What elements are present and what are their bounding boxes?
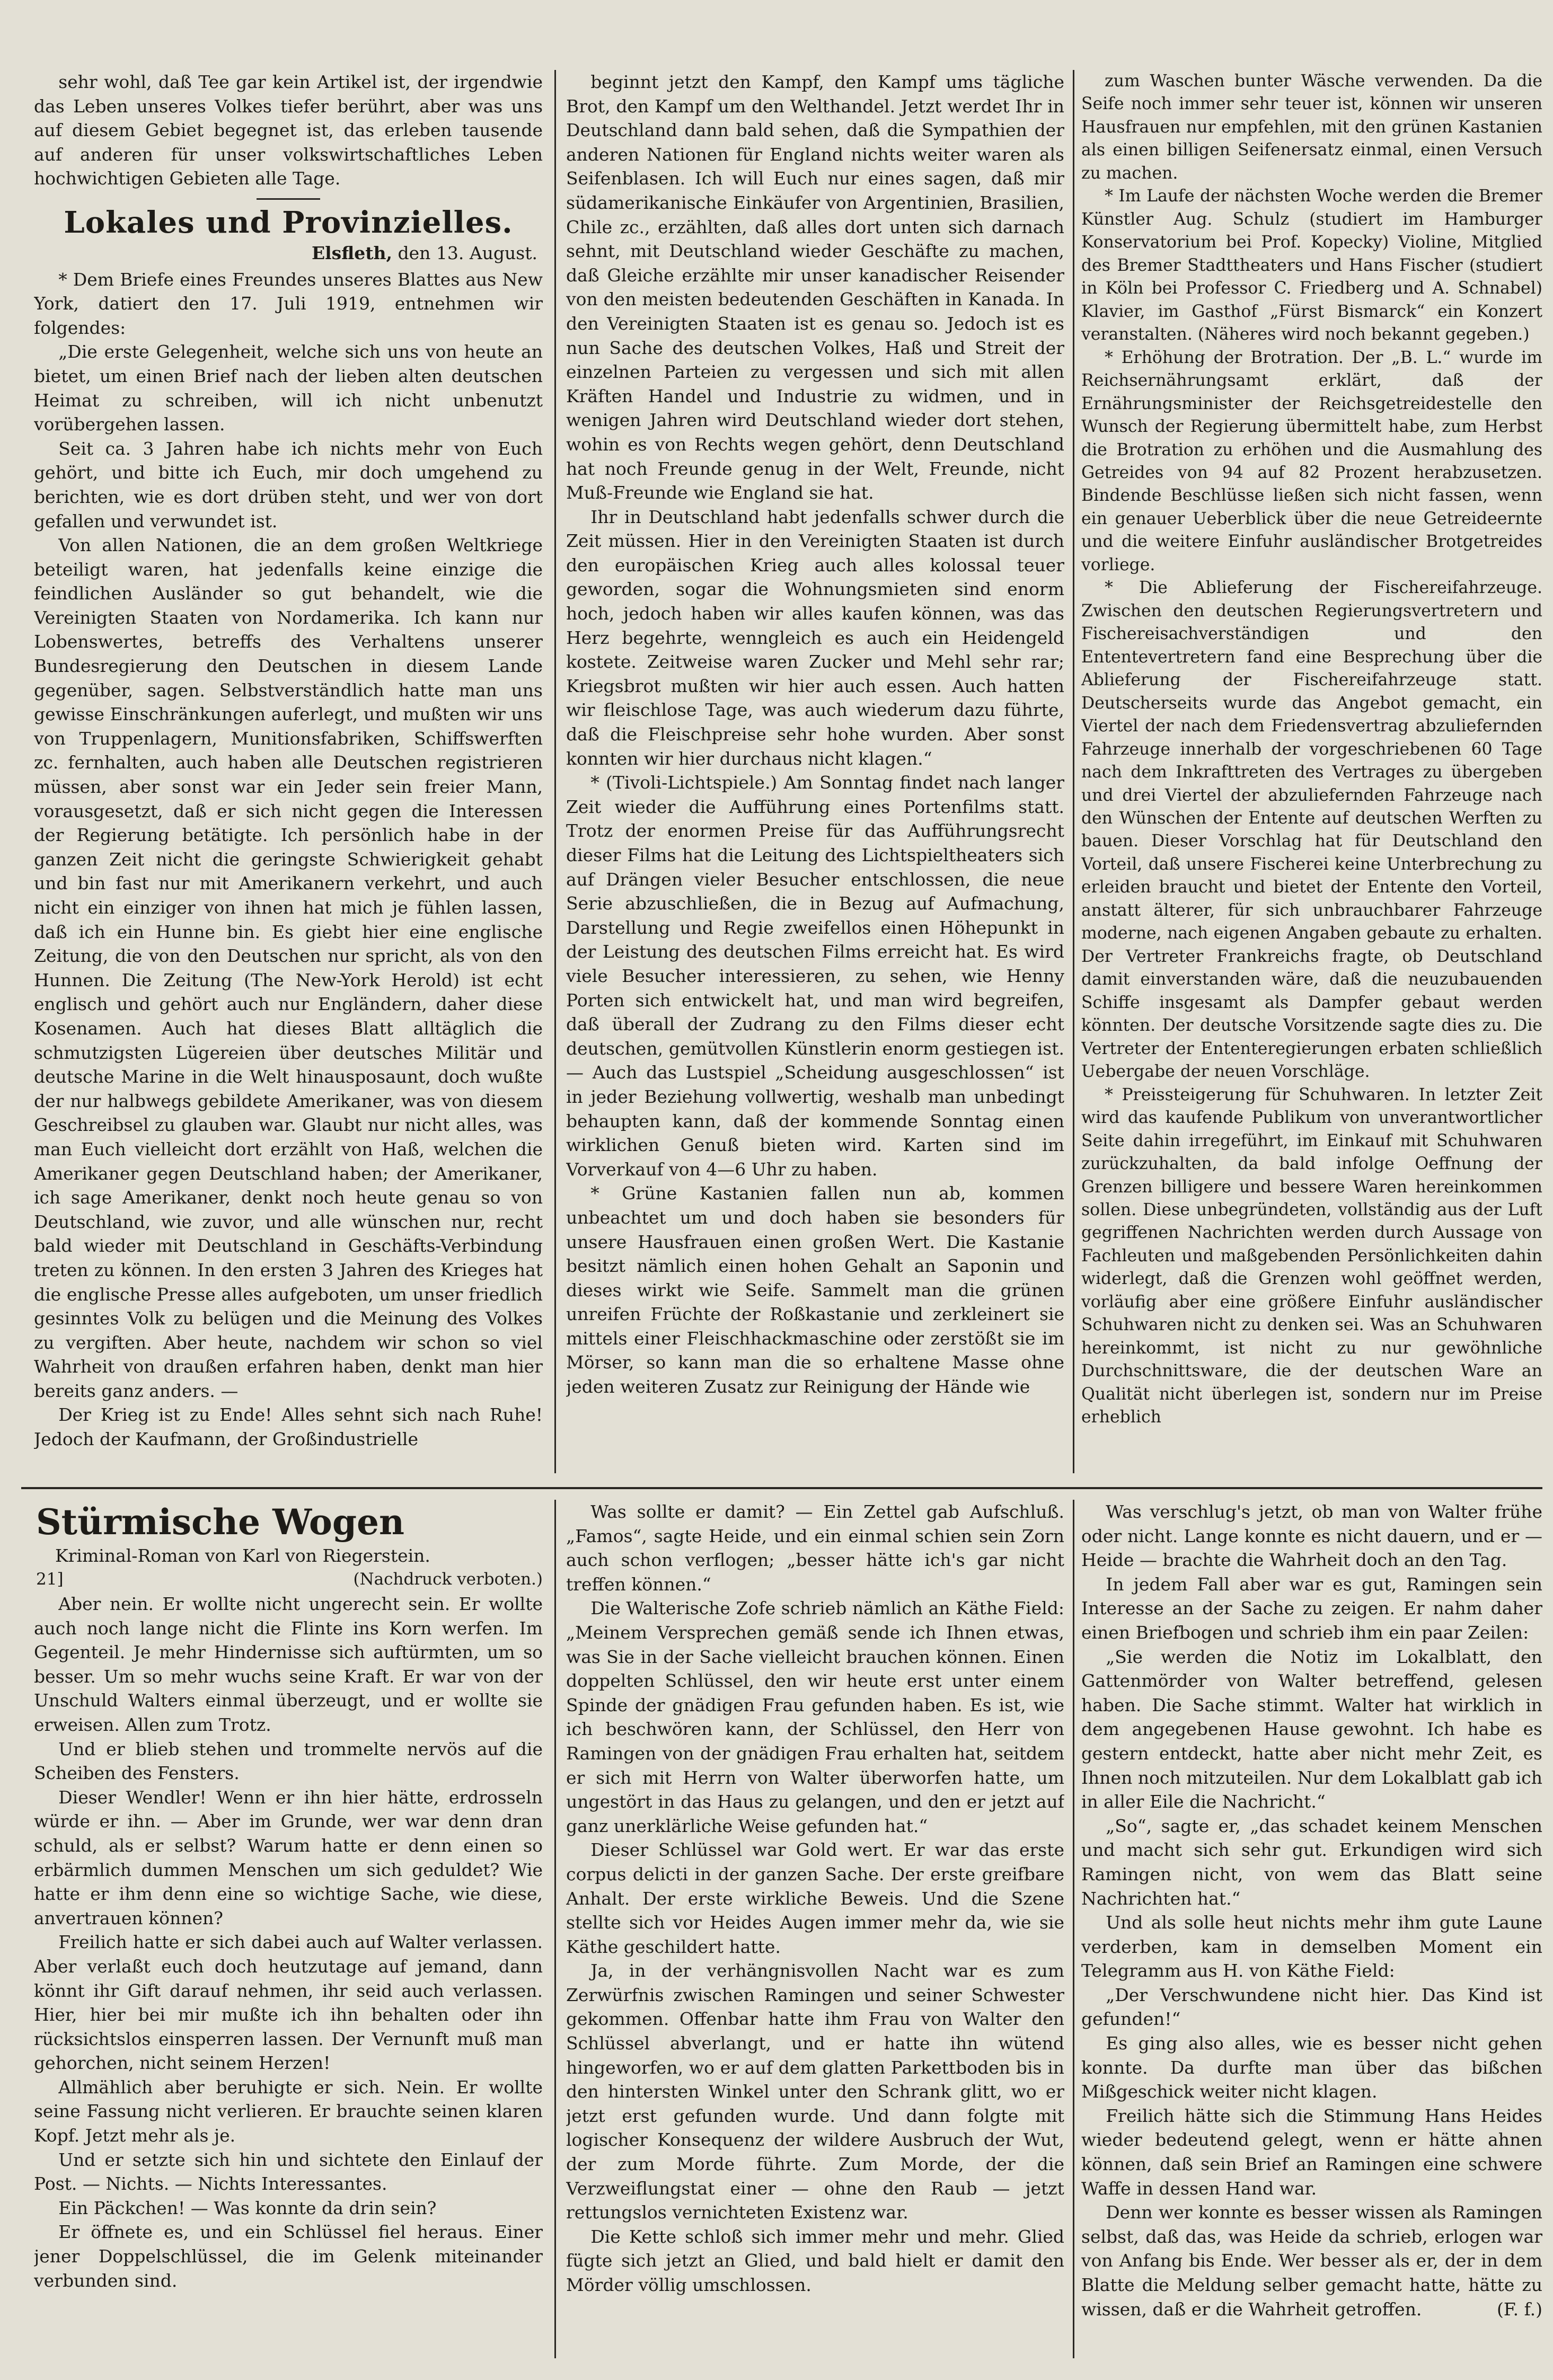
- paragraph: * Erhöhung der Brotration. Der „B. L.“ wurde im Reichsernährungsamt erklärt, daß der Ernährungsminister der Reichsgetreidestelle den Wunsch der Regierung übermittelt habe, zum Herbst die Brotration zu erhöhen und die Ausmahlung des Getreides von 94 auf 82 Prozent herabzusetzen. Bindende Beschlüsse ließen sich nicht fassen, wenn ein genauer Ueberblick über die neue Getreideernte und die weitere Einfuhr ausländischer Brotgetreides vorliege.: [1081, 348, 1542, 574]
- paragraph: Ihr in Deutschland habt jedenfalls schwer durch die Zeit müssen. Hier in den Vereinigten Staaten ist durch den europäischen Krieg auch alles kolossal teuer geworden, sogar die Wohnungsmieten sind enorm hoch, jedoch haben wir alles kaufen können, was das Herz begehrte, wenngleich es auch ein Heidengeld kostete. Zeitweise waren Zucker und Mehl sehr rar; Kriegsbrot mußten wir hier auch essen. Auch hatten wir fleischlose Tage, was auch wiederum dazu führte, daß die Fleischpreise sehr hohe wurden. Aber sonst konnten wir hier durchaus nicht klagen.“: [566, 506, 1064, 769]
- paragraph: Ja, in der verhängnisvollen Nacht war es zum Zerwürfnis zwischen Ramingen und seiner Schwester gekommen. Offenbar hatte ihm Frau von Walter den Schlüssel abverlangt, und er hatte ihn wütend hingeworfen, wo er auf dem glatten Parkettboden bis in den hintersten Winkel unter den Schrank glitt, wo er jetzt erst gefunden wurde. Und dann folgte mit logischer Konsequenz der wildere Ausbruch der Wut, der zum Morde führte. Zum Morde, der die Verzweiflungstat einer — ohne den Raub — jetzt rettungslos vernichteten Existenz war.: [566, 1960, 1064, 2223]
- feuilleton-rule: [21, 1487, 1542, 1489]
- separator-rule: [257, 198, 320, 200]
- paragraph: Und als solle heut nichts mehr ihm gute Laune verderben, kam in demselben Moment ein Telegramm aus H. von Käthe Field:: [1081, 1912, 1542, 1981]
- paragraph: Freilich hätte sich die Stimmung Hans Heides wieder bedeutend gelegt, wenn er hätte ahnen können, daß sein Brief an Ramingen eine schwere Waffe in dessen Hand war.: [1081, 2105, 1542, 2199]
- paragraph: * (Tivoli-Lichtspiele.) Am Sonntag findet nach langer Zeit wieder die Aufführung eines Portenfilms statt. Trotz der enormen Preise für das Aufführungsrecht dieser Films hat die Leitung des Lichtspieltheaters sich auf Drängen vieler Besucher entschlossen, die neue Serie abzuschließen, die in Bezug auf Aufmachung, Darstellung und Regie zweifellos einen Höhepunkt in der Leistung des deutschen Films erreicht hat. Es wird viele Besucher interessieren, zu sehen, wie Henny Porten sich entwickelt hat, und man wird begreifen, daß überall der Zudrang zu den Films dieser echt deutschen, gemütvollen Künstlerin enorm gestiegen ist. — Auch das Lustspiel „Scheidung ausgeschlossen“ ist in jeder Beziehung vollwertig, weshalb man unbedingt behaupten kann, daß der kommende Sonntag einen wirklichen Genuß bieten wird. Karten sind im Vorverkauf von 4—6 Uhr zu haben.: [566, 772, 1064, 1180]
- paragraph: * Im Laufe der nächsten Woche werden die Bremer Künstler Aug. Schulz (studiert im Hamburger Konservatorium bei Prof. Kopecky) Violine, Mitglied des Bremer Stadttheaters und Hans Fischer (studiert in Köln bei Professor C. Friedberg und A. Schnabel) Klavier, im Gasthof „Fürst Bismarck“ ein Konzert veranstalten. (Näheres wird noch bekannt gegeben.): [1081, 187, 1542, 344]
- dateline-date: den 13. August.: [398, 242, 537, 263]
- paragraph: „Der Verschwundene nicht hier. Das Kind ist gefunden!“: [1081, 1984, 1542, 2030]
- column-rule: [1073, 70, 1074, 1473]
- paragraph: Was verschlug's jetzt, ob man von Walter frühe oder nicht. Lange konnte es nicht dauern, und er — Heide — brachte die Wahrheit doch an den Tag.: [1081, 1501, 1542, 1571]
- section-heading: Lokales und Provinzielles.: [64, 205, 513, 240]
- paragraph: Freilich hatte er sich dabei auch auf Walter verlassen. Aber verlaßt euch doch heutzutage auf jemand, dann könnt ihr Gift darauf nehmen, ihr seid auch verlassen. Hier, hier bei mir mußte ich ihn behalten oder ihn rücksichtslos einsperren lassen. Der Vernunft muß man gehorchen, nicht seinem Herzen!: [34, 1932, 543, 2074]
- paragraph: Aber nein. Er wollte nicht ungerecht sein. Er wollte auch noch lange nicht die Flinte ins Korn werfen. Im Gegenteil. Je mehr Hindernisse sich auftürmten, um so besser. Um so mehr wuchs seine Kraft. Er war von der Unschuld Walters einmal überzeugt, und er wollte sie erweisen. Allen zum Trotz.: [34, 1594, 543, 1735]
- paragraph: Dieser Schlüssel war Gold wert. Er war das erste corpus delicti in der ganzen Sache. Der erste greifbare Anhalt. Der erste wirkliche Beweis. Und die Szene stellte sich vor Heides Augen immer mehr da, wie sie Käthe geschildert hatte.: [566, 1839, 1064, 1957]
- reprint-notice: (Nachdruck verboten.): [353, 1570, 543, 1589]
- paragraph: Dieser Wendler! Wenn er ihn hier hätte, erdrosseln würde er ihn. — Aber im Grunde, wer war denn dran schuld, als er selbst? Warum hatte er denn einen so erbärmlich dummen Menschen um sich geduldet? Wie hatte er ihm denn eine so wichtige Sache, wie diese, anvertrauen können?: [34, 1786, 543, 1928]
- paragraph: Seit ca. 3 Jahren habe ich nichts mehr von Euch gehört, und bitte ich Euch, mir doch umgehend zu berichten, wie es dort drüben steht, und wer von dort gefallen und verwundet ist.: [34, 438, 543, 532]
- paragraph: Der Krieg ist zu Ende! Alles sehnt sich nach Ruhe! Jedoch der Kaufmann, der Großindustrielle: [34, 1404, 543, 1450]
- paragraph: Es ging also alles, wie es besser nicht gehen konnte. Da durfte man über das bißchen Mißgeschick weiter nicht klagen.: [1081, 2033, 1542, 2102]
- installment-number: 21]: [36, 1570, 64, 1589]
- paragraph: zum Waschen bunter Wäsche verwenden. Da die Seife noch immer sehr teuer ist, können wir unseren Hausfrauen nur empfehlen, mit den grünen Kastanien als einen billigen Seifenersatz einmal, einen Versuch zu machen.: [1081, 72, 1542, 183]
- dateline-place: Elsfleth,: [311, 242, 392, 263]
- serial-meta: [36, 1568, 543, 1591]
- column-rule: [554, 1500, 556, 2358]
- paragraph: Die Kette schloß sich immer mehr und mehr. Glied fügte sich jetzt an Glied, und bald hielt er damit den Mörder völlig umschlossen.: [566, 2226, 1064, 2295]
- serial-subtitle: Kriminal-Roman von Karl von Riegerstein.: [55, 1545, 430, 1566]
- paragraph: * Dem Briefe eines Freundes unseres Blattes aus New York, datiert den 17. Juli 1919, entnehmen wir folgendes:: [34, 269, 543, 338]
- paragraph: Was sollte er damit? — Ein Zettel gab Aufschluß. „Famos“, sagte Heide, und ein einmal schien sein Zorn auch schon verflogen; „besser hätte ich's gar nicht treffen können.“: [566, 1501, 1064, 1595]
- paragraph: „Die erste Gelegenheit, welche sich uns von heute an bietet, um einen Brief nach der lieben alten deutschen Heimat zu schreiben, will ich nicht unbenutzt vorübergehen lassen.: [34, 341, 543, 435]
- serial-column-1: [34, 1500, 543, 2358]
- paragraph: Und er setzte sich hin und sichtete den Einlauf der Post. — Nichts. — Nichts Interessantes.: [34, 2149, 543, 2195]
- serial-column-2: [566, 1500, 1064, 2358]
- paragraph: sehr wohl, daß Tee gar kein Artikel ist, der irgendwie das Leben unseres Volkes tiefer berührt, aber was uns auf diesem Gebiet begegnet ist, das erleben tausende auf anderen für unser volkswirtschaftliches Leben hochwichtigen Gebieten alle Tage.: [34, 72, 543, 189]
- paragraph-text: Denn wer konnte es besser wissen als Ramingen selbst, daß das, was Heide da schrieb, erlogen war von Anfang bis Ende. Wer besser als er, der in dem Blatte die Meldung selber gemacht hatte, hätte zu wissen, daß er die Wahrheit getroffen.: [1081, 2202, 1542, 2320]
- column-rule: [554, 70, 556, 1473]
- paragraph: Und er blieb stehen und trommelte nervös auf die Scheiben des Fensters.: [34, 1738, 543, 1784]
- top-column-1: [34, 70, 543, 1473]
- paragraph: * Grüne Kastanien fallen nun ab, kommen unbeachtet um und doch haben sie besonders für unsere Hausfrauen einen großen Wert. Die Kastanie besitzt nämlich einen hohen Gehalt an Saponin und dieses wirkt wie Seife. Sammelt man die grünen unreifen Früchte der Roßkastanie und zerkleinert sie mittels einer Fleischhackmaschine oder zerstößt sie im Mörser, so kann man die so erhaltene Masse ohne jeden weiteren Zusatz zur Reinigung der Hände wie: [566, 1183, 1064, 1397]
- paragraph: In jedem Fall aber war es gut, Ramingen sein Interesse an der Sache zu zeigen. Er nahm daher einen Briefbogen und schrieb ihm ein paar Zeilen:: [1081, 1573, 1542, 1643]
- paragraph: Die Walterische Zofe schrieb nämlich an Käthe Field: „Meinem Versprechen gemäß sende ich Ihnen etwas, was Sie in der Sache vielleicht brauchen können. Einen doppelten Schlüssel, den wir heute erst unter einem Spinde der gnädigen Frau gefunden haben. Es ist, wie ich beschwören kann, der Schlüssel, den Herr von Ramingen von der gnädigen Frau erhalten hat, seitdem er sich mit Herrn von Walter überworfen hatte, um ungestört in das Haus zu gelangen, und den er jetzt auf ganz unerklärliche Weise gefunden hat.“: [566, 1598, 1064, 1836]
- paragraph: [1081, 2200, 1542, 2321]
- paragraph: „Sie werden die Notiz im Lokalblatt, den Gattenmörder von Walter betreffend, gelesen haben. Die Sache stimmt. Walter hat wirklich in dem angegebenen Hause gewohnt. Ich habe es gestern entdeckt, hatte aber nicht mehr Zeit, es Ihnen noch mitzuteilen. Nur dem Lokalblatt gab ich in aller Eile die Nachricht.“: [1081, 1646, 1542, 1812]
- paragraph: Ein Päckchen! — Was konnte da drin sein?: [58, 2197, 437, 2218]
- signature-mark: (F. f.): [1496, 2298, 1542, 2320]
- paragraph: * Die Ablieferung der Fischereifahrzeuge. Zwischen den deutschen Regierungsvertretern und Fischereisachverständigen und den Ententevertretern fand eine Besprechung über die Ablieferung der Fischereifahrzeuge statt. Deutscherseits wurde das Angebot gemacht, ein Viertel der nach dem Friedensvertrag abzuliefernden Fahrzeuge innerhalb der vorgeschriebenen 60 Tage nach dem Inkrafttreten des Vertrages zu übergeben und drei Viertel der abzuliefernden Fahrzeuge nach den Wünschen der Entente auf deutschen Werften zu bauen. Dieser Vorschlag hat für Deutschland den Vorteil, daß unsere Fischerei keine Unterbrechung zu erleiden braucht und bietet der Entente den Vorteil, anstatt älterer, für sich unbrauchbarer Fahrzeuge moderne, nach eigenen Angaben gebaute zu erhalten. Der Vertreter Frankreichs fragte, ob Deutschland damit einverstanden wäre, daß die neuzubauenden Schiffe insgesamt als Dampfer gebaut werden könnten. Der deutsche Vorsitzende sagte dies zu. Die Vertreter der Ententeregierungen erbaten schließlich Uebergabe der neuen Vorschläge.: [1081, 578, 1542, 1082]
- paragraph: Er öffnete es, und ein Schlüssel fiel heraus. Einer jener Doppelschlüssel, die im Gelenk miteinander verbunden sind.: [34, 2222, 543, 2291]
- paragraph: beginnt jetzt den Kampf, den Kampf ums tägliche Brot, den Kampf um den Welthandel. Jetzt werdet Ihr in Deutschland dann bald sehen, daß die Sympathien der anderen Nationen für England nichts weiter waren als Seifenblasen. Ich will Euch nur eines sagen, daß mir südamerikanische Einkäufer von Argentinien, Brasilien, Chile zc., erzählten, daß alles dort unten sich darnach sehnt, mit Deutschland wieder Geschäfte zu machen, daß Gleiche erzählte mir unser kanadischer Reisender von den meisten bedeutenden Geschäften in Kanada. In den Vereinigten Staaten ist es genau so. Jedoch ist es nun Sache des deutschen Volkes, Haß und Streit der einzelnen Parteien zu vergessen und sich mit allen Kräften Handel und Industrie zu widmen, und in wenigen Jahren wird Deutschland wieder dort stehen, wohin es von Rechts wegen gehört, denn Deutschland hat noch Freunde genug in der Welt, Freunde, nicht Muß-Freunde wie England sie hat.: [566, 72, 1064, 503]
- serial-title: Stürmische Wogen: [36, 1501, 404, 1543]
- paragraph: „So“, sagte er, „das schadet keinem Menschen und macht sich sehr gut. Erkundigen wird sich Ramingen nicht, von wem das Blatt seine Nachrichten hat.“: [1081, 1815, 1542, 1909]
- top-column-2: [566, 70, 1064, 1473]
- top-column-3: [1081, 70, 1542, 1473]
- paragraph: * Preissteigerung für Schuhwaren. In letzter Zeit wird das kaufende Publikum von unverantwortlicher Seite dahin irregeführt, im Einkauf mit Schuhwaren zurückzuhalten, da bald infolge Oeffnung der Grenzen billigere und bessere Waren hereinkommen sollen. Diese unbegründeten, vollständig aus der Luft gegriffenen Nachrichten werden durch Aussage von Fachleuten und maßgebenden Persönlichkeiten dahin widerlegt, daß die Grenzen wohl geöffnet werden, vorläufig aber eine größere Einfuhr ausländischer Schuhwaren nicht zu denken sei. Was an Schuhwaren hereinkommt, ist nicht zu nur gewöhnliche Durchschnittsware, die der deutschen Ware an Qualität nicht überlegen ist, sondern nur im Preise erheblich: [1081, 1085, 1542, 1427]
- serial-column-3: [1081, 1500, 1542, 2358]
- paragraph: Allmählich aber beruhigte er sich. Nein. Er wollte seine Fassung nicht verlieren. Er brauchte seinen klaren Kopf. Jetzt mehr als je.: [34, 2076, 543, 2146]
- column-rule: [1073, 1500, 1074, 2358]
- paragraph: Von allen Nationen, die an dem großen Weltkriege beteiligt waren, hat jedenfalls keine einzige die feindlichen Ausländer so gut behandelt, wie die Vereinigten Staaten von Nordamerika. Ich kann nur Lobenswertes, betreffs des Verhaltens unserer Bundesregierung den Deutschen in diesem Lande gegenüber, sagen. Selbstverständlich hatte man uns gewisse Einschränkungen auferlegt, und mußten wir uns von Truppenlagern, Munitionsfabriken, Schiffswerften zc. fernhalten, auch haben alle Deutschen registrieren müssen, aber sonst war ein Jeder sein freier Mann, vorausgesetzt, daß er sich nicht gegen die Interessen der Regierung betätigte. Ich persönlich habe in der ganzen Zeit nicht die geringste Schwierigkeit gehabt und bin fast nur mit Amerikanern verkehrt, und auch nicht ein einziger von ihnen hat mich je fühlen lassen, daß ich ein Hunne bin. Es giebt hier eine englische Zeitung, die von den Deutschen nur spricht, als von den Hunnen. Die Zeitung (The New-York Herold) ist echt englisch und gehört auch nur Engländern, daher diese Kosenamen. Auch hat dieses Blatt alltäglich die schmutzigsten Lügereien über deutsches Militär und deutsche Marine in die Welt hinausposaunt, doch wußte der nur halbwegs gebildete Amerikaner, was von diesem Geschreibsel zu glauben war. Glaubt nur nicht alles, was man Euch vielleicht dort erzählt von Haß, welchen die Amerikaner gegen Deutschland haben; der Amerikaner, ich sage Amerikaner, denkt noch heute genau so von Deutschland, wie zuvor, und alle wünschen nur, recht bald wieder mit Deutschland in Geschäfts-Verbindung treten zu können. In den ersten 3 Jahren des Krieges hat die englische Presse alles aufgeboten, um unser friedlich gesinntes Volk zu belügen und die Meinung des Volkes zu vergiften. Aber heute, nachdem wir schon so viel Wahrheit von draußen erfahren haben, denkt man hier bereits ganz anders. —: [34, 535, 543, 1401]
- dateline: [34, 241, 537, 266]
